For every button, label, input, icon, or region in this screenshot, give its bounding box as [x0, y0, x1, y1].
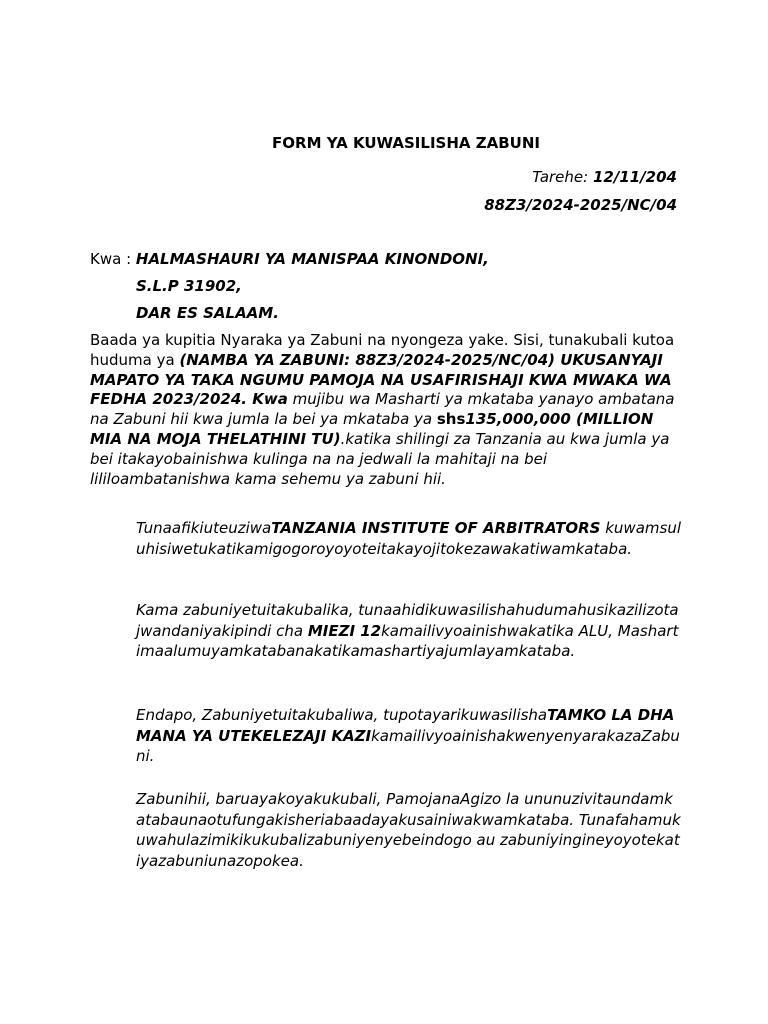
intro-paragraph: [90, 331, 680, 489]
date-line: [532, 168, 677, 186]
p2-text-b: kamailivyoainishwakatika ALU, Mashartimaalumuyamkatabanakatikamashartiyajumlayamkataba.: [136, 621, 679, 661]
p3-guarantee: TAMKO LA DHAMANA YA UTEKELEZAJI KAZI: [136, 706, 675, 745]
date-label: Tarehe:: [532, 168, 593, 186]
date-value: 12/11/204: [592, 168, 677, 186]
document-title: FORM YA KUWASILISHA ZABUNI: [272, 134, 540, 152]
paragraph-acceptance: Zabunihii, baruayakoyakukubali, PamojanaAgizo la ununuzivitaundamkatabaunaotufungakisheriabaadayakusainiwakwamkataba. Tunafahamukuwahulazimikikukubalizabuniyenyebeindogo au zabuniyingineyoyotekatiyazabuniunazopokea.: [136, 790, 681, 870]
intro-text-1: Baada ya kupitia Nyaraka ya Zabuni na nyongeza yake. Sisi, tunakubali kutoa huduma ya: [90, 331, 675, 369]
paragraph-arbitration: [136, 518, 681, 559]
paragraph-guarantee: [136, 705, 681, 767]
address-line-2: S.L.P 31902,: [136, 277, 242, 295]
intro-amount: 135,000,000 (MILLION MIA NA MOJA THELATHINI TU): [90, 410, 654, 448]
p1-institute: TANZANIA INSTITUTE OF ARBITRATORS: [271, 519, 601, 537]
address-line-3: DAR ES SALAAM.: [136, 304, 279, 322]
kwa-label: Kwa :: [90, 250, 136, 268]
intro-currency: shs: [436, 410, 466, 429]
p1-text-b: kuwamsuluhisiwetukatikamigogoroyoyoteitakayojitokezawakatiwamkataba.: [136, 519, 681, 558]
intro-text-3: .katika shilingi za Tanzania au kwa jumla ya bei itakayobainishwa kulinga na na jedwali la mahitaji na bei lililoambatanishwa kama sehemu ya zabuni hii.: [90, 429, 670, 488]
p1-text-a: Tunaafikiuteuziwa: [136, 519, 272, 537]
p2-text-a: Kama zabuniyetuitakubalika, tunaahidikuwasilishahudumahusikazilizotajwandaniyakipindi cha: [136, 601, 679, 640]
p3-text-b: kamailivyoainishakwenyenyarakazaZabuni.: [136, 726, 680, 766]
intro-text-2: mujibu wa Masharti ya mkataba yanayo ambatana na Zabuni hii kwa jumla la bei ya mkataba ya: [90, 390, 675, 429]
recipient-name: HALMASHAURI YA MANISPAA KINONDONI,: [135, 250, 489, 268]
address-line-1: [90, 250, 489, 268]
p3-text-a: Endapo, Zabuniyetuitakubaliwa, tupotayarikuwasilisha: [136, 706, 548, 724]
intro-tender-title: (NAMBA YA ZABUNI: 88Z3/2024-2025/NC/04) UKUSANYAJI MAPATO YA TAKA NGUMU PAMOJA NA USAFIRISHAJI KWA MWAKA WA FEDHA 2023/2024. Kwa: [90, 350, 672, 409]
paragraph-delivery: [136, 600, 681, 662]
p2-period: MIEZI 12: [307, 621, 382, 640]
reference-number: 88Z3/2024-2025/NC/04: [484, 196, 677, 214]
